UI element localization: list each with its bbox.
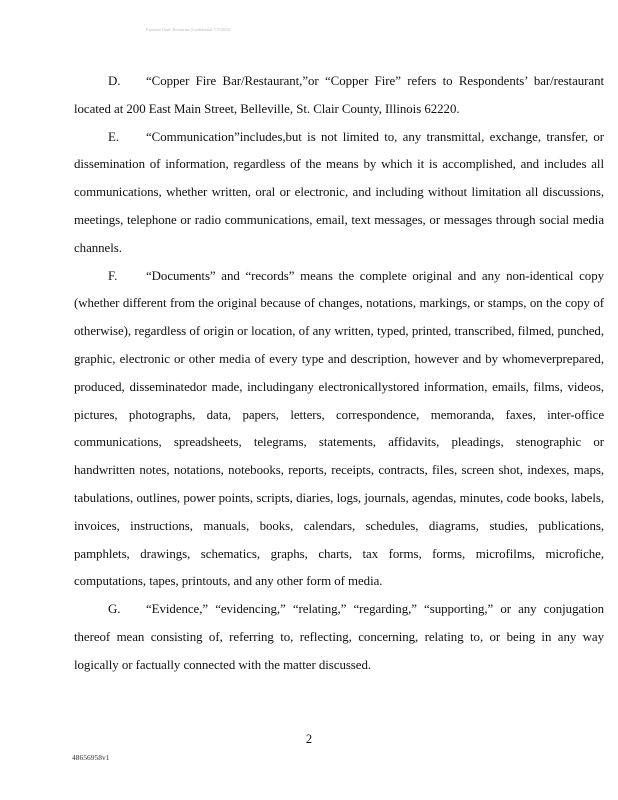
paragraph-f-text: “Documents” and “records” means the complete original and any non-identical copy (whether different from the original because of changes, notations, markings, or stamps, on the copy of otherwise), regardless of origin or location, of any written, typed, printed, transcribed, filmed, punched, graphic, electronic or other media of every type and description, however and by whomeverprepared, produced, disseminatedor made, includingany electronicallystored information, emails, films, videos, pictures, photographs, data, papers, letters, correspondence, memoranda, faxes, inter-office communications, spreadsheets, telegrams, statements, affidavits, pleadings, stenographic or handwritten notes, notations, notebooks, reports, receipts, contracts, files, screen shot, indexes, maps, tabulations, outlines, power points, scripts, diaries, logs, journals, agendas, minutes, code books, labels, invoices, instructions, manuals, books, calendars, schedules, diagrams, studies, publications, pamphlets, drawings, schematics, graphs, charts, tax forms, forms, microfilms, microfiche, computations, tapes, printouts, and any other form of media. — [74, 268, 604, 589]
paragraph-g-letter: G. — [108, 602, 121, 617]
document-body — [74, 68, 604, 680]
paragraph-e-text: “Communication”includes,but is not limited to, any transmittal, exchange, transfer, or dissemination of information, regardless of the means by which it is accomplished, and includes all communications, whether written, oral or electronic, and including without limitation all discussions, meetings, telephone or radio communications, email, text messages, or messages through social media channels. — [74, 129, 604, 255]
paragraph-d — [74, 68, 604, 124]
paragraph-f-letter: F. — [108, 268, 118, 283]
paragraph-g — [74, 596, 604, 679]
document-id: 48656958v1 — [72, 753, 110, 762]
paragraph-d-letter: D. — [108, 74, 121, 88]
paragraph-f — [74, 263, 604, 597]
paragraph-d-text: “Copper Fire Bar/Restaurant,”or “Copper Fire” refers to Respondents’ bar/restaurant located at 200 East Main Street, Belleville, St. Clair County, Illinois 62220. — [74, 74, 604, 116]
page-number: 2 — [305, 732, 313, 746]
faint-header-text: Exposure Draft, Restaurant (Confidential 7/11/2023) — [146, 27, 231, 32]
paragraph-g-text: “Evidence,” “evidencing,” “relating,” “regarding,” “supporting,” or any conjugation thereof mean consisting of, referring to, reflecting, concerning, relating to, or being in any way logically or factually connected with the matter discussed. — [74, 602, 604, 672]
paragraph-e-letter: E. — [108, 129, 119, 144]
paragraph-e — [74, 124, 604, 263]
